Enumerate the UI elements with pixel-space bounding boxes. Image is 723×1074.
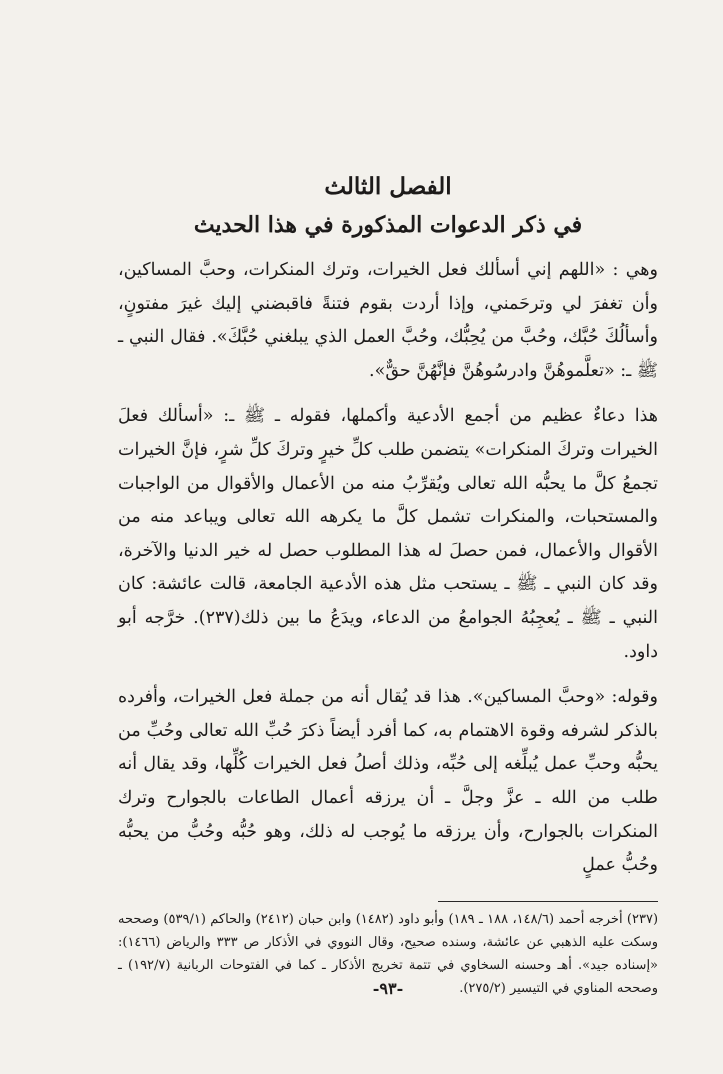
paragraph-2-text: هذا دعاءٌ عظيم من أجمع الأدعية وأكملها، فقوله ـ ﷺ ـ: «أسألك فعلَ الخيرات وتركَ المنكرات» يتضمن طلب كلِّ خيرٍ وتركَ كلِّ شرٍ، فإنَّ الخيرات تجمعُ كلَّ ما يحبُّه الله تعالى ويُقرِّبُ منه من الأعمال والأقوال من الواجبات والمستحبات، والمنكرات تشمل كلَّ ما يكرهه الله تعالى ويباعد منه من الأقوال والأعمال، فمن حصلَ له هذا المطلوب حصل له خير الدنيا والآخرة، وقد كان النبي ـ ﷺ ـ يستحب مثل هذه الأدعية الجامعة، قالت عائشة: كان النبي ـ ﷺ ـ يُعجِبُهُ الجوامعُ من الدعاء، ويدَعُ ما بين ذلك(٢٣٧). خرَّجه أبو داود. [118,406,658,662]
footnote-rule-wrap [118,895,658,908]
chapter-subtitle: في ذكر الدعوات المذكورة في هذا الحديث [193,212,583,238]
paragraph-3-text: «وحبَّ المساكين». هذا قد يُقال أنه من جملة فعل الخيرات، وأفرده بالذكر لشرفه وقوة الاهتمام به، كما أفرد أيضاً ذكرَ حُبِّ الله تعالى وحُبِّ من يحبُّه وحبِّ عمل يُبلِّغه إلى حُبِّه، وذلك أصلُ فعل الخيرات كُلِّها، وقد يقال أنه طلب من الله ـ عزَّ وجلَّ ـ أن يرزقه أعمال الطاعات بالجوارح وترك المنكرات بالجوارح، وأن يرزقه ما يُوجب له ذلك، وهو حُبُّه وحُبُّ من يحبُّه وحُبُّ عملٍ [118,687,658,876]
paragraph-1-lead: وهي : [605,260,658,280]
page-body [118,168,658,998]
page-number: -٩٣- [372,979,404,998]
paragraph-2 [118,400,658,669]
paragraph-3-lead: وقوله: [605,687,658,708]
chapter-title: الفصل الثالث [324,173,452,200]
footnote: (٢٣٧) أخرجه أحمد (١٤٨/٦، ١٨٨ ـ ١٨٩) وأبو داود (١٤٨٢) وابن حبان (٢٤١٢) والحاكم (٥٣٩/١) وصححه وسكت عليه الذهبي عن عائشة، وسنده صحيح، وقال النووي في الأذكار ص ٣٣٣ والرياض (١٤٦٦): «إسناده جيد». أهـ وحسنه السخاوي في تتمة تخريج الأذكار ـ كما في الفتوحات الربانية (١٩٢/٧) ـ وصححه المناوي في التيسير (٢٧٥/٢). [118,911,659,996]
paragraph-3 [118,681,658,883]
paragraph-1-text: «اللهم إني أسألك فعل الخيرات، وترك المنكرات، وحبَّ المساكين، وأن تغفرَ لي وترحَمني، وإذا أردت بقوم فتنةً فاقبضني إليك غيرَ مفتونٍ، وأسألُكَ حُبَّك، وحُبَّ من يُحِبُّك، وحُبَّ العمل الذي يبلغني حُبَّكَ». فقال النبي ـ ﷺ ـ: «تعلَّموهُنَّ وادرسُوهُنَّ فإنَّهُنَّ حقٌّ». [118,260,658,381]
paragraph-1 [118,254,658,388]
footnote-divider [438,901,658,902]
